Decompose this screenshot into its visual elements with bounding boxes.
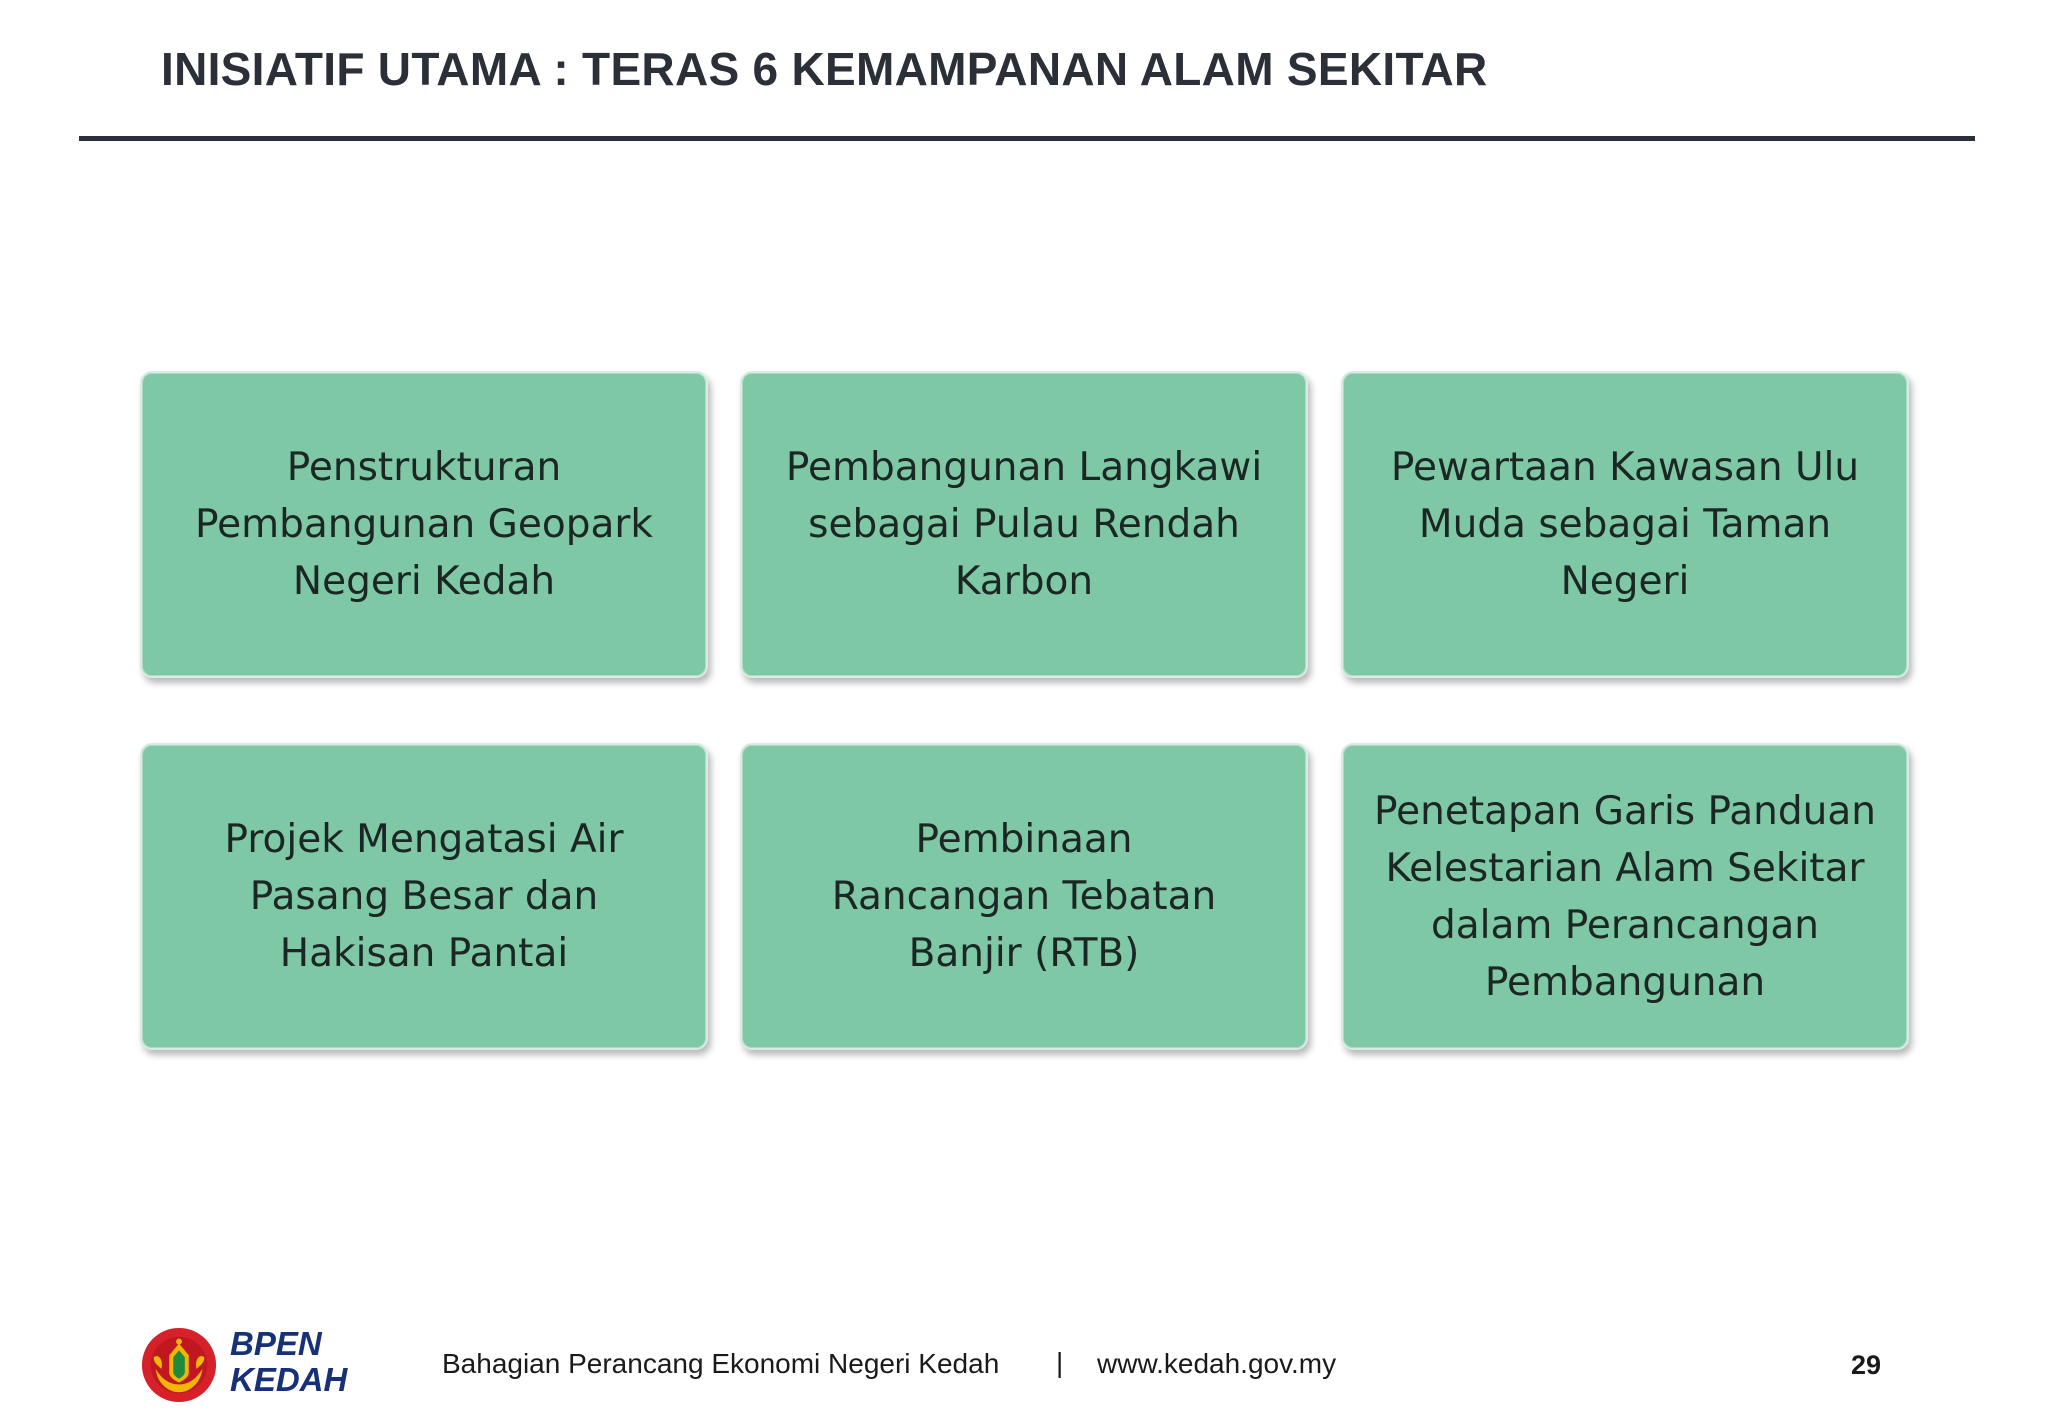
initiative-card-label: Pembangunan Langkawi sebagai Pulau Rendah Karbon bbox=[785, 445, 1263, 604]
initiative-card-label: Penetapan Garis Panduan Kelestarian Alam Sekitar dalam Perancangan Pembangunan bbox=[1374, 788, 1876, 1005]
footer-brand bbox=[230, 1326, 347, 1398]
initiative-card-label: Pembinaan Rancangan Tebatan Banjir (RTB) bbox=[831, 817, 1217, 976]
initiative-card-label: Penstrukturan Pembangunan Geopark Negeri Kedah bbox=[194, 445, 654, 604]
footer-brand-line1: BPEN bbox=[230, 1325, 322, 1362]
initiative-card-label: Pewartaan Kawasan Ulu Muda sebagai Taman Negeri bbox=[1390, 445, 1860, 604]
footer-website: www.kedah.gov.my bbox=[1097, 1348, 1337, 1379]
initiative-card-label: Projek Mengatasi Air Pasang Besar dan Hakisan Pantai bbox=[224, 817, 624, 976]
footer-brand-line2: KEDAH bbox=[230, 1361, 348, 1398]
initiative-card-geopark bbox=[140, 371, 708, 678]
footer-organization: Bahagian Perancang Ekonomi Negeri Kedah bbox=[442, 1348, 1000, 1379]
initiative-card-ulu-muda bbox=[1341, 371, 1909, 678]
kedah-state-emblem-icon bbox=[140, 1325, 218, 1405]
initiative-card-guidelines bbox=[1341, 743, 1909, 1050]
initiative-card-langkawi bbox=[740, 371, 1308, 678]
page-number: 29 bbox=[1851, 1350, 1882, 1380]
initiative-card-coastal bbox=[140, 743, 708, 1050]
slide-title: INISIATIF UTAMA : TERAS 6 KEMAMPANAN ALAM SEKITAR bbox=[161, 43, 1488, 95]
title-divider bbox=[79, 136, 1975, 141]
initiative-card-flood-mitigation bbox=[740, 743, 1308, 1050]
footer-separator: | bbox=[1056, 1347, 1064, 1378]
